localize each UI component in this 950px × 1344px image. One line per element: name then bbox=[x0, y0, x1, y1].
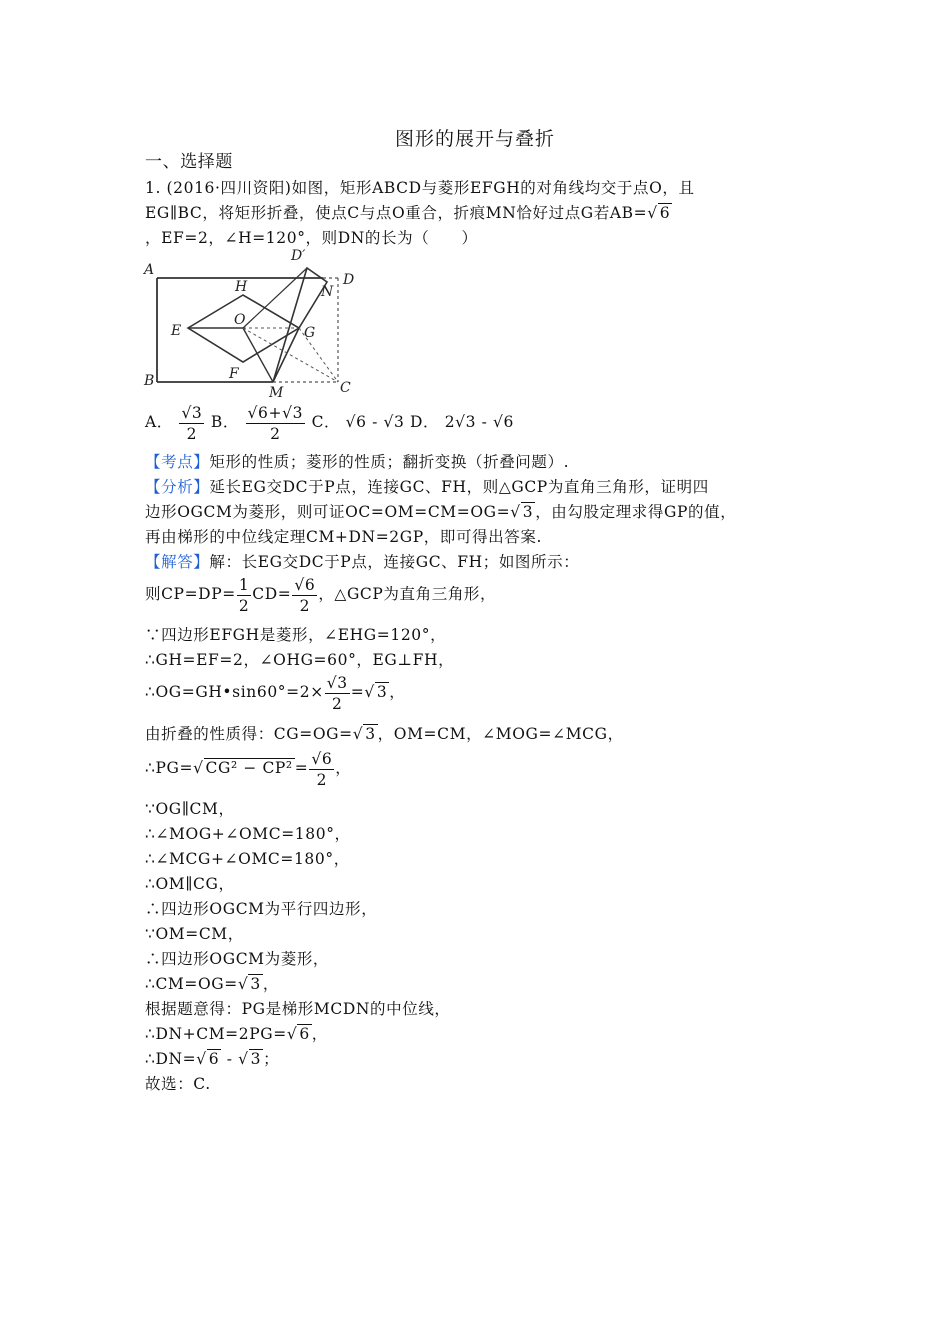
section-heading: 一、选择题 bbox=[145, 152, 233, 172]
jieda-og-line: ∴OG=GH•sin60°=2× $\frac{√3}{2}$ =√ 3 ， bbox=[145, 673, 406, 713]
fold-om bbox=[243, 328, 273, 382]
label-h: H bbox=[235, 279, 248, 295]
label-g: G bbox=[304, 325, 316, 341]
fenxi-line-3: 再由梯形的中位线定理CM+DN=2GP，即可得出答案. bbox=[145, 528, 542, 546]
jieda-dn2-line: ∴DN=√ 6 - √ 3 ； bbox=[145, 1050, 280, 1068]
question-line-1: 1. (2016·四川资阳)如图，矩形ABCD与菱形EFGH的对角线均交于点O，且 bbox=[145, 179, 695, 197]
jieda-step-8: ∵OM=CM， bbox=[145, 925, 244, 943]
jieda-step-7: ∴四边形OGCM为平行四边形， bbox=[145, 900, 378, 918]
kaodian-line bbox=[145, 452, 569, 472]
jieda-cm-line: ∴CM=OG=√ 3 ， bbox=[145, 975, 279, 993]
jieda-dn1-line: ∴DN+CM=2PG=√ 6 ， bbox=[145, 1025, 328, 1043]
label-a: A bbox=[144, 262, 155, 278]
label-n: N bbox=[321, 284, 334, 300]
jieda-step-4: ∴∠MOG+∠OMC=180°， bbox=[145, 825, 351, 843]
label-d-prime: D′ bbox=[291, 248, 306, 264]
fenxi-tag: 【分析】 bbox=[145, 478, 210, 496]
label-d: D bbox=[343, 272, 355, 288]
option-d-label: D． bbox=[410, 413, 440, 431]
option-b-value: $\frac{√6+√3}{2}$ bbox=[247, 403, 304, 443]
jieda-intro: 【解答】解：长EG交DC于P点，连接GC、FH；如图所示： bbox=[145, 553, 580, 571]
fenxi-line-1: 【分析】延长EG交DC于P点，连接GC、FH，则△GCP为直角三角形，证明四 bbox=[145, 478, 709, 496]
jieda-step-2: ∴GH=EF=2，∠OHG=60°，EG⊥FH， bbox=[145, 651, 455, 669]
fenxi-line-2: 边形OGCM为菱形，则可证OC=OM=CM=OG=√ 3 ，由勾股定理求得GP的值， bbox=[145, 503, 737, 521]
jieda-step-3: ∵OG∥CM， bbox=[145, 800, 235, 818]
final-answer: 故选：C. bbox=[145, 1075, 211, 1093]
label-o: O bbox=[234, 312, 246, 328]
jieda-pg-line: ∴PG=√ CG² − CP² = $\frac{√6}{2}$ ， bbox=[145, 749, 352, 789]
page-title: 图形的展开与叠折 bbox=[394, 128, 555, 150]
question-line-2 bbox=[145, 203, 672, 223]
geometry-figure bbox=[140, 246, 370, 398]
jieda-step-10: 根据题意得：PG是梯形MCDN的中位线， bbox=[145, 1000, 451, 1018]
jieda-step-9: ∴四边形OGCM为菱形， bbox=[145, 950, 330, 968]
label-b: B bbox=[144, 373, 155, 389]
jieda-step-6: ∴OM∥CG， bbox=[145, 875, 235, 893]
jieda-step-1: ∵四边形EFGH是菱形，∠EHG=120°， bbox=[145, 626, 447, 644]
option-c-label: C． bbox=[311, 413, 341, 431]
option-a-value: $\frac{√3}{2}$ bbox=[181, 403, 203, 443]
answer-options bbox=[145, 400, 514, 444]
fold-flap bbox=[273, 268, 327, 382]
option-c-value: √6 - √3 bbox=[345, 413, 405, 431]
sqrt-6: √ 6 bbox=[647, 204, 671, 222]
option-d-value: 2√3 - √6 bbox=[444, 413, 514, 431]
kaodian-text: 矩形的性质；菱形的性质；翻折变换（折叠问题）. bbox=[209, 453, 570, 471]
label-f: F bbox=[229, 366, 239, 382]
jieda-step-5: ∴∠MCG+∠OMC=180°， bbox=[145, 850, 350, 868]
option-a-label: A． bbox=[145, 413, 173, 431]
label-c: C bbox=[340, 380, 351, 396]
kaodian-tag: 【考点】 bbox=[145, 453, 210, 471]
option-b-label: B． bbox=[210, 413, 240, 431]
label-m: M bbox=[269, 385, 284, 398]
jieda-tag: 【解答】 bbox=[145, 553, 210, 571]
label-e: E bbox=[171, 323, 182, 339]
question-line-3: ，EF=2，∠H=120°，则DN的长为（ ） bbox=[145, 229, 478, 247]
question-text: EG∥BC，将矩形折叠，使点C与点O重合，折痕MN恰好过点G若AB= bbox=[145, 204, 648, 222]
jieda-fold-line: 由折叠的性质得：CG=OG=√ 3 ，OM=CM，∠MOG=∠MCG， bbox=[145, 725, 624, 743]
jieda-cp-line: 则CP=DP= $\frac{1}{2}$ CD= $\frac{√6}{2}$ ，△GCP为直角三角形， bbox=[145, 575, 497, 615]
